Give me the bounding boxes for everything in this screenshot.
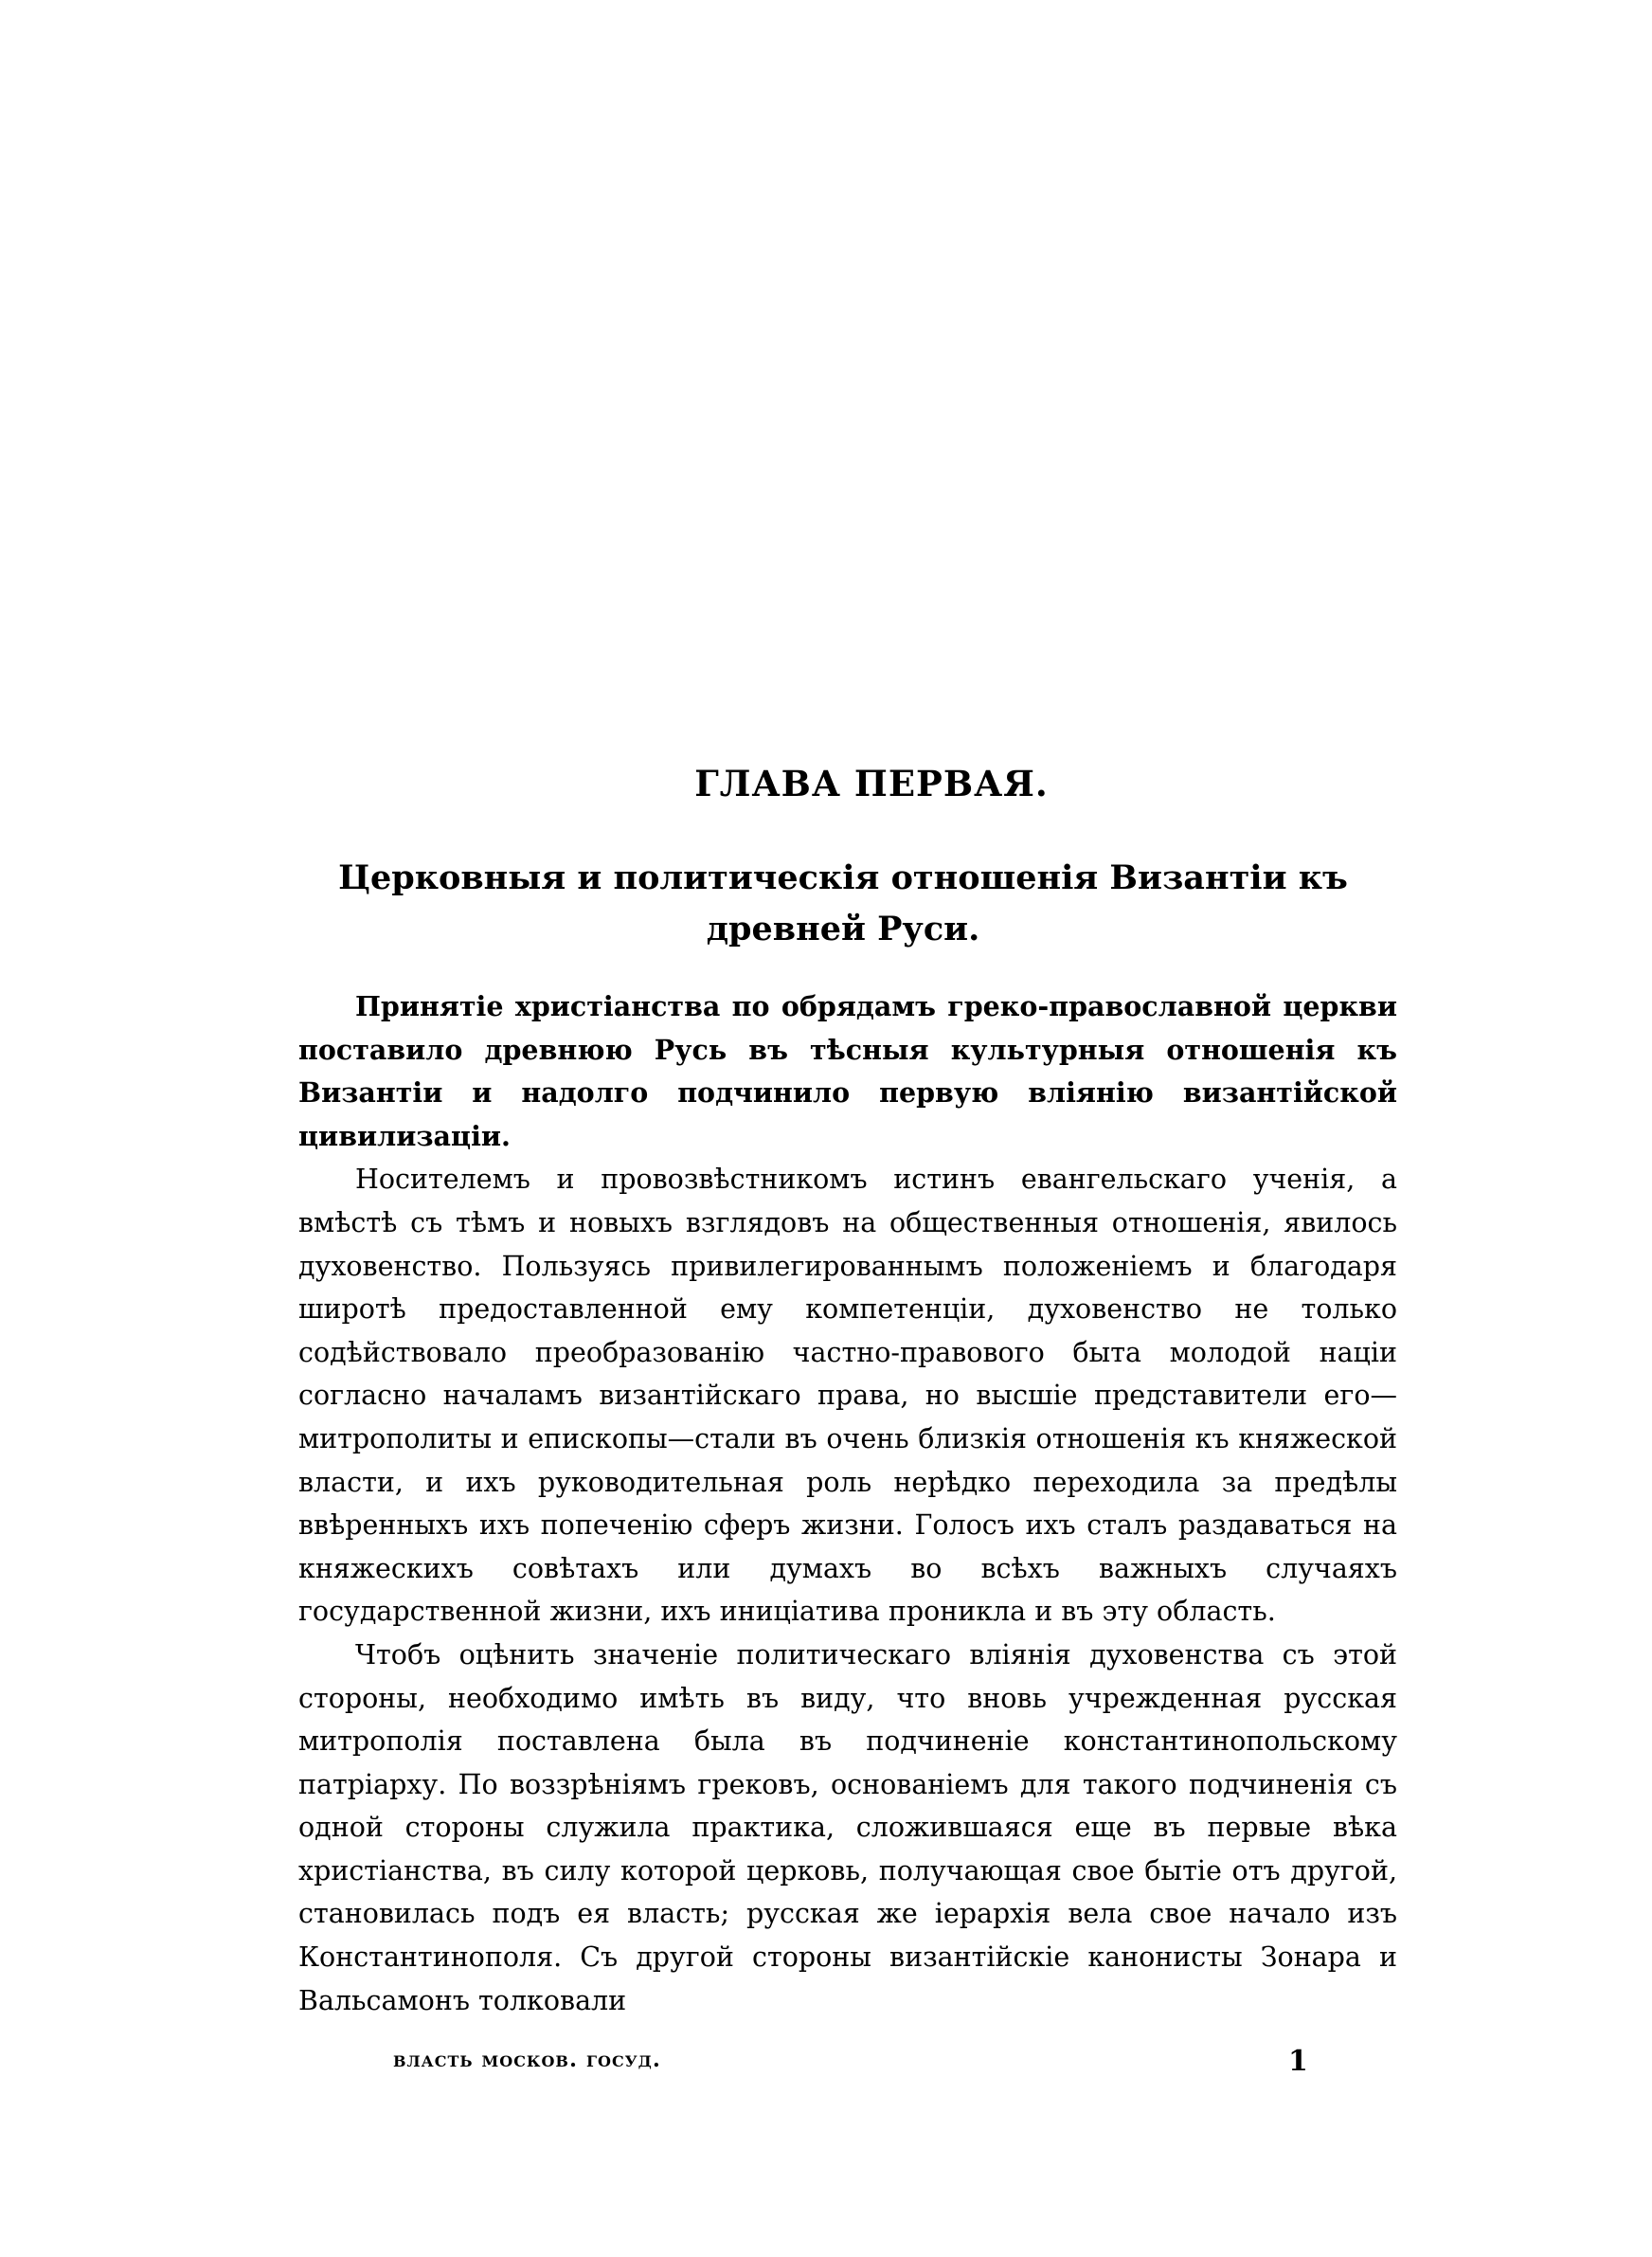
signature-mark: власть москов. госуд.	[393, 2047, 661, 2072]
paragraph-3: Чтобъ оцѣнить значеніе политическаго вліянія духовенства съ этой стороны, необходимо имѣть въ виду, что вновь учрежденная русская митрополія поставлена была въ подчиненіе константинопольскому патріарху. По воззрѣніямъ грековъ, основаніемъ для такого подчиненія съ одной стороны служила практика, сложившаяся еще въ первые вѣка христіанства, въ силу которой церковь, получающая свое бытіе отъ другой, становилась подъ ея власть; русская же іерархія вела свое начало изъ Константинополя. Съ другой стороны византійскіе канонисты Зонара и Вальсамонъ толковали	[298, 1638, 1397, 2016]
paragraph-2: Носителемъ и провозвѣстникомъ истинъ евангельскаго ученія, а вмѣстѣ съ тѣмъ и новыхъ взглядовъ на общественныя отношенія, явилось духовенство. Пользуясь привилегированнымъ положеніемъ и благодаря широтѣ предоставленной ему компетенціи, духовенство не только содѣйствовало преобразованію частно-правового быта молодой націи согласно началамъ византійскаго права, но высшіе представители его—митрополиты и епископы—стали въ очень близкія отношенія къ княжеской власти, и ихъ руководительная роль нерѣдко переходила за предѣлы ввѣренныхъ ихъ попеченію сферъ жизни. Голосъ ихъ сталъ раздаваться на княжескихъ совѣтахъ или думахъ во всѣхъ важныхъ случаяхъ государственной жизни, ихъ иниціатива проникла и въ эту область.	[298, 1164, 1397, 1628]
chapter-title: Церковныя и политическія отношенія Византіи къ древней Руси.	[338, 858, 1348, 948]
body-text	[298, 985, 1397, 2022]
page-number: 1	[1288, 2045, 1308, 2078]
chapter-heading: ГЛАВА ПЕРВАЯ.	[694, 763, 1049, 804]
paragraph-1: Принятіе христіанства по обрядамъ греко-православной церкви поставило древнюю Русь въ тѣсныя культурныя отношенія къ Византіи и надолго подчинило первую вліянію византійской цивилизаціи.	[298, 990, 1397, 1152]
